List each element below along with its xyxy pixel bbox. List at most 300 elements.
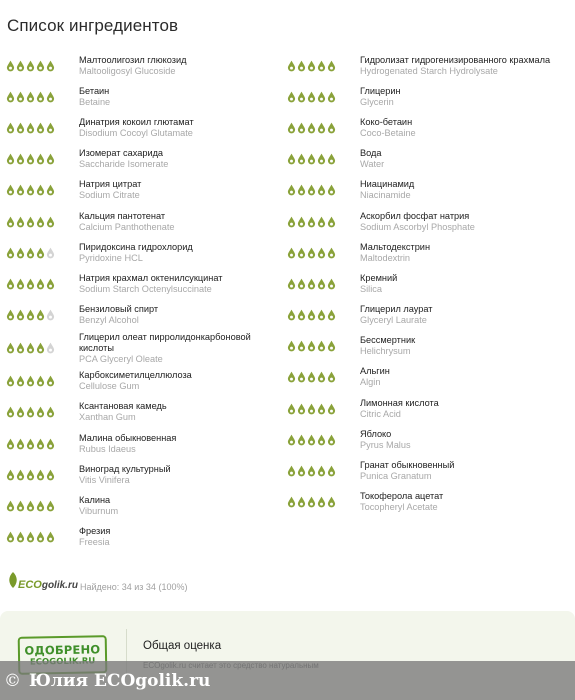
ingredient-name-ru: Виноград культурный: [79, 463, 171, 474]
ingredient-name-en: Glycerin: [360, 96, 394, 107]
ingredient-row[interactable]: [6, 366, 276, 397]
ingredient-row[interactable]: [287, 362, 557, 393]
ingredient-name-ru: Натрия цитрат: [79, 179, 142, 190]
drop-filled-icon: [287, 403, 296, 415]
drop-filled-icon: [287, 340, 296, 352]
ingredient-name-en: Algin: [360, 377, 381, 388]
ingredient-names: [360, 366, 557, 388]
ingredient-name-en: Tocopheryl Acetate: [360, 502, 438, 513]
ingredient-name-ru: Фрезия: [79, 526, 111, 537]
drop-filled-icon: [16, 184, 25, 196]
ingredient-row[interactable]: [287, 112, 557, 143]
drop-filled-icon: [307, 340, 316, 352]
ingredient-name-en: Maltooligosyl Glucoside: [79, 65, 176, 76]
drop-filled-icon: [317, 309, 326, 321]
drop-filled-icon: [287, 496, 296, 508]
drop-filled-icon: [317, 465, 326, 477]
ingredient-names: [79, 242, 276, 264]
ingredient-row[interactable]: [6, 397, 276, 428]
ingredient-row[interactable]: [287, 206, 557, 237]
ingredient-row[interactable]: [6, 268, 276, 299]
ingredient-names: [79, 86, 276, 108]
drop-filled-icon: [46, 500, 55, 512]
drop-filled-icon: [287, 278, 296, 290]
ingredient-name-ru: Калина: [79, 495, 111, 506]
copyright-icon: ©: [4, 670, 21, 691]
drop-filled-icon: [16, 469, 25, 481]
drop-filled-icon: [317, 278, 326, 290]
drop-filled-icon: [297, 434, 306, 446]
overall-rating-title: Общая оценка: [143, 640, 222, 652]
drop-filled-icon: [297, 122, 306, 134]
ingredient-name-en: PCA Glyceryl Oleate: [79, 353, 163, 364]
drop-filled-icon: [36, 309, 45, 321]
ingredient-name-en: Calcium Panthothenate: [79, 221, 175, 232]
ingredient-row[interactable]: [287, 268, 557, 299]
ingredient-name-en: Niacinamide: [360, 190, 411, 201]
ingredient-names: [360, 335, 557, 357]
drop-filled-icon: [6, 406, 15, 418]
rating-drops: [6, 500, 58, 512]
ingredient-names: [79, 273, 276, 295]
drop-filled-icon: [6, 122, 15, 134]
drop-filled-icon: [297, 216, 306, 228]
drop-filled-icon: [327, 216, 336, 228]
drop-filled-icon: [317, 371, 326, 383]
ingredient-names: [360, 398, 557, 420]
ingredient-row[interactable]: [6, 459, 276, 490]
ingredient-row[interactable]: [287, 455, 557, 486]
drop-filled-icon: [6, 60, 15, 72]
ingredient-name-ru: Динатрия кокоил глютамат: [79, 116, 194, 127]
ingredient-name-ru: Гидролизат гидрогенизированного крахмала: [360, 54, 551, 65]
ingredient-name-ru: Бетаин: [79, 85, 110, 96]
drop-filled-icon: [26, 500, 35, 512]
drop-filled-icon: [26, 406, 35, 418]
drop-filled-icon: [307, 403, 316, 415]
ingredient-name-en: Cellulose Gum: [79, 381, 140, 392]
drop-filled-icon: [16, 438, 25, 450]
drop-filled-icon: [26, 60, 35, 72]
drop-filled-icon: [327, 247, 336, 259]
ingredient-names: [360, 148, 557, 170]
drop-filled-icon: [307, 496, 316, 508]
ingredient-name-en: Rubus Idaeus: [79, 443, 136, 454]
drop-filled-icon: [307, 184, 316, 196]
drop-filled-icon: [36, 406, 45, 418]
ingredient-name-en: Punica Granatum: [360, 471, 432, 482]
ingredient-row[interactable]: [6, 331, 276, 366]
drop-filled-icon: [307, 216, 316, 228]
found-count: Найдено: 34 из 34 (100%): [80, 582, 188, 592]
rating-drops: [287, 153, 339, 165]
ingredient-name-en: Sodium Ascorbyl Phosphate: [360, 221, 475, 232]
drop-filled-icon: [6, 216, 15, 228]
drop-filled-icon: [297, 403, 306, 415]
drop-filled-icon: [16, 122, 25, 134]
drop-filled-icon: [16, 342, 25, 354]
drop-filled-icon: [26, 375, 35, 387]
rating-drops: [287, 60, 339, 72]
drop-filled-icon: [26, 216, 35, 228]
ingredient-row[interactable]: [6, 206, 276, 237]
drop-filled-icon: [46, 60, 55, 72]
drop-filled-icon: [26, 247, 35, 259]
drop-filled-icon: [317, 403, 326, 415]
drop-filled-icon: [46, 91, 55, 103]
drop-filled-icon: [317, 340, 326, 352]
ingredient-name-en: Sodium Citrate: [79, 190, 140, 201]
ingredient-row[interactable]: [287, 81, 557, 112]
drop-filled-icon: [307, 278, 316, 290]
ingredients-column-left: [6, 50, 276, 553]
drop-filled-icon: [327, 60, 336, 72]
drop-filled-icon: [317, 153, 326, 165]
watermark-text: Юлия ECOgolik.ru: [29, 670, 211, 691]
ingredient-name-en: Water: [360, 159, 385, 170]
rating-drops: [6, 342, 58, 354]
drop-filled-icon: [297, 371, 306, 383]
ingredient-name-ru: Мальтодекстрин: [360, 241, 431, 252]
drop-filled-icon: [307, 122, 316, 134]
ingredients-column-right: [287, 50, 557, 518]
drop-filled-icon: [6, 184, 15, 196]
ingredient-name-en: Glyceryl Laurate: [360, 315, 427, 326]
drop-filled-icon: [287, 371, 296, 383]
drop-empty-icon: [46, 247, 55, 259]
ingredient-row[interactable]: [287, 331, 557, 362]
ingredient-name-en: Hydrogenated Starch Hydrolysate: [360, 65, 498, 76]
ingredient-names: [360, 179, 557, 201]
ingredient-names: [79, 148, 276, 170]
drop-filled-icon: [46, 531, 55, 543]
drop-filled-icon: [16, 216, 25, 228]
ingredient-names: [79, 495, 276, 517]
drop-filled-icon: [6, 278, 15, 290]
drop-filled-icon: [26, 278, 35, 290]
rating-drops: [6, 122, 58, 134]
ingredient-names: [360, 491, 557, 513]
rating-drops: [6, 247, 58, 259]
drop-filled-icon: [26, 531, 35, 543]
ingredient-name-ru: Токоферола ацетат: [360, 491, 444, 502]
photo-watermark: [0, 661, 575, 700]
ingredient-names: [79, 117, 276, 139]
drop-filled-icon: [317, 247, 326, 259]
ingredient-name-en: Citric Acid: [360, 408, 401, 419]
drop-filled-icon: [287, 91, 296, 103]
drop-filled-icon: [327, 403, 336, 415]
rating-drops: [287, 122, 339, 134]
ingredient-name-en: Viburnum: [79, 506, 119, 517]
drop-filled-icon: [297, 60, 306, 72]
ingredient-row[interactable]: [287, 144, 557, 175]
drop-filled-icon: [317, 91, 326, 103]
drop-filled-icon: [297, 309, 306, 321]
rating-drops: [287, 434, 339, 446]
ingredient-name-ru: Аскорбил фосфат натрия: [360, 210, 470, 221]
drop-filled-icon: [327, 465, 336, 477]
drop-filled-icon: [36, 469, 45, 481]
drop-filled-icon: [36, 122, 45, 134]
drop-filled-icon: [36, 438, 45, 450]
rating-drops: [287, 340, 339, 352]
drop-filled-icon: [16, 309, 25, 321]
drop-filled-icon: [287, 434, 296, 446]
drop-filled-icon: [16, 278, 25, 290]
rating-drops: [287, 371, 339, 383]
rating-drops: [6, 60, 58, 72]
ingredient-row[interactable]: [6, 175, 276, 206]
drop-filled-icon: [36, 278, 45, 290]
ingredient-row[interactable]: [287, 237, 557, 268]
drop-filled-icon: [297, 496, 306, 508]
drop-filled-icon: [297, 340, 306, 352]
drop-filled-icon: [46, 184, 55, 196]
drop-filled-icon: [36, 500, 45, 512]
drop-filled-icon: [6, 438, 15, 450]
drop-filled-icon: [297, 278, 306, 290]
ingredient-row[interactable]: [287, 300, 557, 331]
ingredient-names: [79, 332, 276, 365]
drop-empty-icon: [46, 309, 55, 321]
ingredient-names: [79, 401, 276, 423]
drop-filled-icon: [297, 465, 306, 477]
drop-empty-icon: [46, 342, 55, 354]
drop-filled-icon: [327, 434, 336, 446]
drop-filled-icon: [26, 153, 35, 165]
ingredient-row[interactable]: [6, 112, 276, 143]
ingredient-name-en: Helichrysum: [360, 346, 411, 357]
ingredient-row[interactable]: [6, 237, 276, 268]
drop-filled-icon: [16, 375, 25, 387]
drop-filled-icon: [26, 91, 35, 103]
ingredients-heading: Список ингредиентов: [7, 16, 179, 35]
ingredient-name-ru: Альгин: [360, 366, 390, 377]
rating-drops: [6, 216, 58, 228]
drop-filled-icon: [307, 247, 316, 259]
drop-filled-icon: [16, 500, 25, 512]
rating-drops: [6, 375, 58, 387]
drop-filled-icon: [6, 309, 15, 321]
ingredient-name-en: Xanthan Gum: [79, 412, 136, 423]
ingredient-row[interactable]: [6, 490, 276, 521]
drop-filled-icon: [297, 184, 306, 196]
drop-filled-icon: [16, 91, 25, 103]
drop-filled-icon: [46, 438, 55, 450]
drop-filled-icon: [46, 469, 55, 481]
rating-drops: [287, 247, 339, 259]
rating-drops: [6, 406, 58, 418]
ingredient-name-ru: Бессмертник: [360, 335, 416, 346]
ingredient-names: [360, 117, 557, 139]
ingredient-names: [79, 526, 276, 548]
rating-drops: [287, 465, 339, 477]
ingredient-name-ru: Лимонная кислота: [360, 397, 439, 408]
rating-drops: [6, 309, 58, 321]
ingredient-name-ru: Карбоксиметилцеллюлоза: [79, 370, 192, 381]
ingredient-names: [79, 179, 276, 201]
drop-filled-icon: [317, 122, 326, 134]
drop-filled-icon: [327, 340, 336, 352]
ingredient-names: [360, 273, 557, 295]
logo-eco-text: ECO: [18, 579, 42, 591]
ingredient-names: [360, 460, 557, 482]
ingredient-name-ru: Малтоолигозил глюкозид: [79, 54, 187, 65]
ingredient-name-en: Freesia: [79, 537, 110, 548]
ingredient-name-ru: Пиридоксина гидрохлорид: [79, 241, 193, 252]
drop-filled-icon: [26, 342, 35, 354]
drop-filled-icon: [26, 122, 35, 134]
ingredient-row[interactable]: [287, 424, 557, 455]
drop-filled-icon: [327, 309, 336, 321]
rating-drops: [287, 278, 339, 290]
drop-filled-icon: [46, 406, 55, 418]
drop-filled-icon: [307, 371, 316, 383]
ingredient-name-ru: Кальция пантотенат: [79, 210, 166, 221]
drop-filled-icon: [46, 122, 55, 134]
rating-drops: [6, 278, 58, 290]
ingredient-row[interactable]: [6, 144, 276, 175]
drop-filled-icon: [307, 309, 316, 321]
drop-filled-icon: [36, 375, 45, 387]
ingredient-name-ru: Бензиловый спирт: [79, 304, 159, 315]
drop-filled-icon: [307, 91, 316, 103]
ingredient-row[interactable]: [287, 487, 557, 518]
rating-drops: [6, 91, 58, 103]
ingredient-name-ru: Изомерат сахарида: [79, 148, 164, 159]
drop-filled-icon: [287, 216, 296, 228]
ingredient-name-en: Vitis Vinifera: [79, 474, 130, 485]
ingredient-names: [79, 211, 276, 233]
drop-filled-icon: [36, 91, 45, 103]
drop-filled-icon: [16, 406, 25, 418]
drop-filled-icon: [287, 60, 296, 72]
ingredient-names: [360, 211, 557, 233]
rating-drops: [287, 184, 339, 196]
ingredient-name-ru: Натрия крахмал октенилсукцинат: [79, 272, 223, 283]
ingredient-name-ru: Яблоко: [360, 428, 392, 439]
ingredient-name-ru: Глицерил лаурат: [360, 304, 433, 315]
drop-filled-icon: [6, 469, 15, 481]
drop-filled-icon: [26, 309, 35, 321]
rating-drops: [287, 403, 339, 415]
ingredient-row[interactable]: [6, 522, 276, 553]
ingredient-name-en: Betaine: [79, 96, 111, 107]
drop-filled-icon: [327, 184, 336, 196]
drop-filled-icon: [327, 153, 336, 165]
drop-filled-icon: [6, 91, 15, 103]
ingredient-name-ru: Вода: [360, 148, 382, 159]
ingredient-names: [79, 370, 276, 392]
ingredient-name-ru: Ксантановая камедь: [79, 401, 167, 412]
drop-filled-icon: [36, 247, 45, 259]
ingredient-row[interactable]: [287, 175, 557, 206]
drop-filled-icon: [317, 496, 326, 508]
ingredient-names: [360, 55, 557, 77]
rating-drops: [287, 309, 339, 321]
logo-domain-text: golik.ru: [41, 580, 78, 591]
ingredient-name-en: Coco-Betaine: [360, 127, 416, 138]
ingredient-row[interactable]: [6, 428, 276, 459]
drop-filled-icon: [6, 153, 15, 165]
drop-filled-icon: [287, 247, 296, 259]
drop-filled-icon: [16, 531, 25, 543]
drop-filled-icon: [327, 91, 336, 103]
drop-filled-icon: [46, 153, 55, 165]
ecogolik-logo: [6, 571, 78, 591]
rating-drops: [287, 91, 339, 103]
drop-filled-icon: [6, 500, 15, 512]
ingredient-names: [360, 304, 557, 326]
drop-filled-icon: [317, 434, 326, 446]
drop-filled-icon: [287, 122, 296, 134]
stamp-top-text: ОДОБРЕНО: [24, 642, 101, 658]
ingredient-row[interactable]: [287, 393, 557, 424]
drop-filled-icon: [16, 60, 25, 72]
drop-filled-icon: [327, 496, 336, 508]
ingredient-name-ru: Кремний: [360, 272, 398, 283]
drop-filled-icon: [6, 342, 15, 354]
drop-filled-icon: [307, 153, 316, 165]
ingredient-name-en: Benzyl Alcohol: [79, 315, 139, 326]
drop-filled-icon: [297, 247, 306, 259]
ingredient-name-en: Sodium Starch Octenylsuccinate: [79, 283, 212, 294]
rating-drops: [6, 184, 58, 196]
ingredient-names: [360, 429, 557, 451]
ingredient-name-ru: Гранат обыкновенный: [360, 460, 455, 471]
drop-filled-icon: [46, 216, 55, 228]
drop-filled-icon: [16, 247, 25, 259]
drop-filled-icon: [16, 153, 25, 165]
drop-filled-icon: [287, 465, 296, 477]
ingredient-names: [79, 433, 276, 455]
ingredient-name-ru: Малина обыкновенная: [79, 432, 177, 443]
drop-filled-icon: [317, 184, 326, 196]
drop-filled-icon: [6, 531, 15, 543]
rating-drops: [287, 216, 339, 228]
ingredient-row[interactable]: [287, 50, 557, 81]
ingredient-names: [360, 86, 557, 108]
drop-filled-icon: [6, 375, 15, 387]
drop-filled-icon: [287, 153, 296, 165]
ingredient-names: [79, 55, 276, 77]
ingredient-row[interactable]: [6, 300, 276, 331]
ingredient-row[interactable]: [6, 50, 276, 81]
ingredient-name-ru: Ниацинамид: [360, 179, 415, 190]
drop-filled-icon: [36, 60, 45, 72]
drop-filled-icon: [307, 434, 316, 446]
drop-filled-icon: [46, 278, 55, 290]
drop-filled-icon: [36, 153, 45, 165]
ingredient-name-ru: Глицерил олеат пирролидонкарбоновой кислоты: [79, 331, 251, 353]
ingredient-names: [360, 242, 557, 264]
ingredient-row[interactable]: [6, 81, 276, 112]
rating-drops: [6, 153, 58, 165]
drop-filled-icon: [297, 91, 306, 103]
rating-drops: [6, 469, 58, 481]
drop-filled-icon: [36, 531, 45, 543]
ingredient-names: [79, 464, 276, 486]
drop-filled-icon: [297, 153, 306, 165]
rating-drops: [6, 438, 58, 450]
drop-filled-icon: [327, 371, 336, 383]
drop-filled-icon: [307, 60, 316, 72]
ingredient-name-ru: Глицерин: [360, 85, 401, 96]
rating-drops: [6, 531, 58, 543]
ingredient-name-ru: Коко-бетаин: [360, 116, 413, 127]
drop-filled-icon: [36, 184, 45, 196]
